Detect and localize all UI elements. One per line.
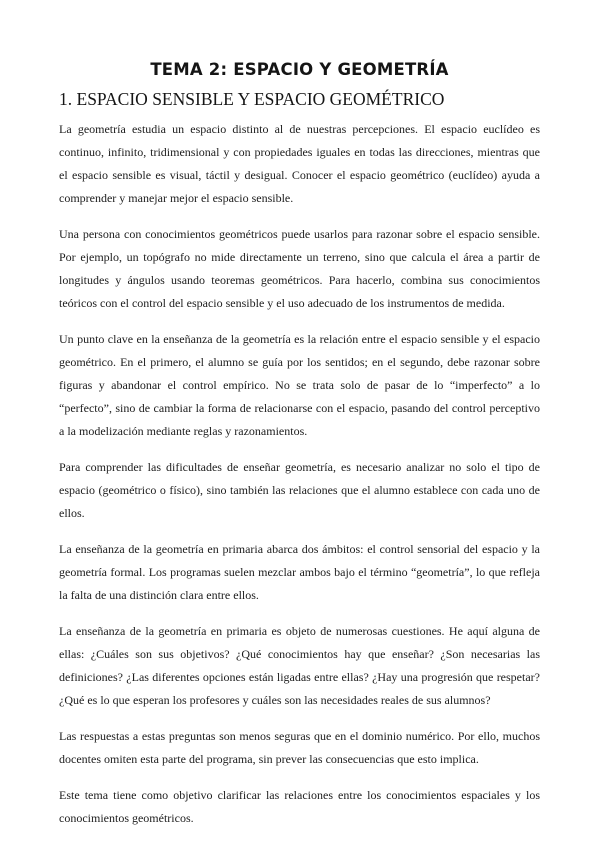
paragraph-1: La geometría estudia un espacio distinto al de nuestras percepciones. El espacio euclídeo es continuo, infinito, tridimensional y con propiedades iguales en todas las direcciones, mientras que el espacio sensible es visual, táctil y desigual. Conocer el espacio geométrico (euclídeo) ayuda a comprender y manejar mejor el espacio sensible.	[59, 122, 540, 205]
paragraph-3: Un punto clave en la enseñanza de la geometría es la relación entre el espacio sensible y el espacio geométrico. En el primero, el alumno se guía por los sentidos; en el segundo, debe razonar sobre figuras y abandonar el control empírico. No se trata solo de pasar de lo “imperfecto” a lo “perfecto”, sino de cambiar la forma de relacionarse con el espacio, pasando del control perceptivo a la modelización mediante reglas y razonamientos.	[59, 332, 540, 438]
paragraph-4: Para comprender las dificultades de enseñar geometría, es necesario analizar no solo el tipo de espacio (geométrico o físico), sino también las relaciones que el alumno establece con cada uno de ellos.	[59, 460, 540, 520]
paragraph-7: Las respuestas a estas preguntas son menos seguras que en el dominio numérico. Por ello, muchos docentes omiten esta parte del programa, sin prever las consecuencias que esto implica.	[59, 729, 540, 766]
section-heading: 1. ESPACIO SENSIBLE Y ESPACIO GEOMÉTRICO	[59, 89, 445, 109]
document-title: TEMA 2: ESPACIO Y GEOMETRÍA	[150, 60, 449, 79]
paragraph-6: La enseñanza de la geometría en primaria es objeto de numerosas cuestiones. He aquí alguna de ellas: ¿Cuáles son sus objetivos? ¿Qué conocimientos hay que enseñar? ¿Son necesarias las definiciones? ¿Las diferentes opciones están ligadas entre ellas? ¿Hay una progresión que respetar? ¿Qué es lo que esperan los profesores y cuáles son las necesidades reales de sus alumnos?	[59, 624, 540, 707]
paragraph-2: Una persona con conocimientos geométricos puede usarlos para razonar sobre el espacio sensible. Por ejemplo, un topógrafo no mide directamente un terreno, sino que calcula el área a partir de longitudes y ángulos usando teoremas geométricos. Para hacerlo, combina sus conocimientos teóricos con el control del espacio sensible y el uso adecuado de los instrumentos de medida.	[59, 227, 540, 310]
paragraph-5: La enseñanza de la geometría en primaria abarca dos ámbitos: el control sensorial del espacio y la geometría formal. Los programas suelen mezclar ambos bajo el término “geometría”, lo que refleja la falta de una distinción clara entre ellos.	[59, 542, 540, 602]
paragraph-8: Este tema tiene como objetivo clarificar las relaciones entre los conocimientos espaciales y los conocimientos geométricos.	[59, 788, 540, 825]
